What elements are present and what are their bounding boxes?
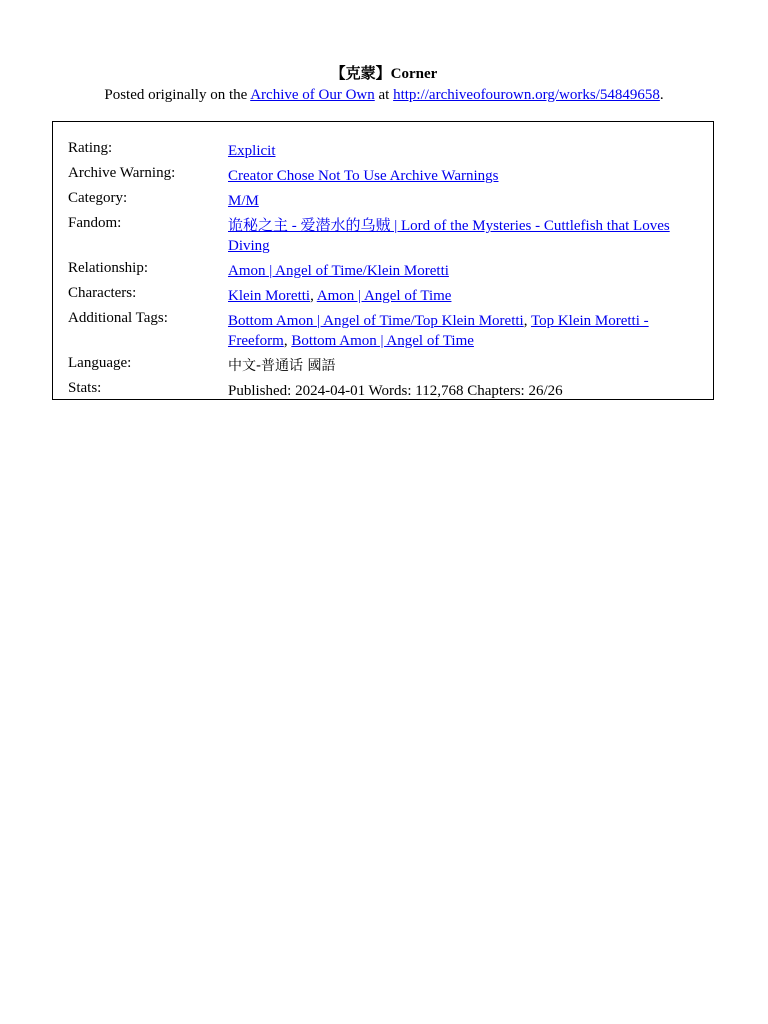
posted-originally-line (0, 85, 768, 105)
category-label: Category: (68, 190, 128, 206)
meta-row-characters (68, 283, 708, 308)
meta-row-language (68, 353, 708, 378)
work-url-link[interactable]: http://archiveofourown.org/works/54849658 (393, 87, 660, 103)
meta-row-additional-tags (68, 308, 708, 353)
meta-row-rating (68, 138, 708, 163)
character-tag-amon[interactable]: Amon | Angel of Time (316, 288, 452, 304)
warning-label: Archive Warning: (68, 165, 176, 181)
additional-tag-3[interactable]: Bottom Amon | Angel of Time (291, 333, 474, 349)
additional-tags-value: Bottom Amon | Angel of Time/Top Klein Moretti, Top Klein Moretti - Freeform, Bottom Amon | Angel of Time (228, 313, 649, 349)
rating-value (228, 138, 708, 163)
category-tag-mm[interactable]: M/M (228, 193, 259, 209)
posted-suffix: . (659, 87, 664, 103)
meta-row-fandom (68, 213, 708, 258)
category-value (228, 188, 708, 213)
rating-label: Rating: (68, 140, 113, 156)
meta-row-relationship (68, 258, 708, 283)
additional-tag-2[interactable]: Top Klein Moretti - Freeform (228, 313, 649, 349)
additional-tags-label: Additional Tags: (68, 310, 168, 326)
posted-mid: at (374, 87, 394, 103)
work-title: 【克蒙】Corner (330, 66, 438, 82)
fandom-label: Fandom: (68, 215, 122, 231)
characters-value: Klein Moretti, Amon | Angel of Time (228, 288, 452, 304)
fandom-value (228, 213, 708, 258)
rating-tag-explicit[interactable]: Explicit (228, 143, 276, 159)
archive-link[interactable]: Archive of Our Own (250, 87, 375, 103)
stats-value: Published: 2024-04-01 Words: 112,768 Chapters: 26/26 (228, 383, 563, 399)
meta-row-stats (68, 378, 708, 403)
posted-prefix: Posted originally on the (104, 87, 251, 103)
fandom-tag[interactable]: 诡秘之主 - 爱潜水的乌贼 | Lord of the Mysteries - Cuttlefish that Loves Diving (228, 218, 670, 254)
relationship-value (228, 258, 708, 283)
meta-row-category (68, 188, 708, 213)
characters-label: Characters: (68, 285, 137, 301)
meta-row-warning (68, 163, 708, 188)
relationship-label: Relationship: (68, 260, 148, 276)
character-tag-klein[interactable]: Klein Moretti (228, 288, 311, 304)
warning-value (228, 163, 708, 188)
work-meta-table (68, 138, 708, 403)
stats-label: Stats: (68, 380, 102, 396)
language-value: 中文-普通话 國語 (228, 358, 336, 374)
work-meta-box (52, 121, 714, 400)
relationship-tag[interactable]: Amon | Angel of Time/Klein Moretti (228, 263, 449, 279)
warning-tag[interactable]: Creator Chose Not To Use Archive Warnings (228, 168, 499, 184)
additional-tag-1[interactable]: Bottom Amon | Angel of Time/Top Klein Moretti (228, 313, 524, 329)
language-label: Language: (68, 355, 132, 371)
